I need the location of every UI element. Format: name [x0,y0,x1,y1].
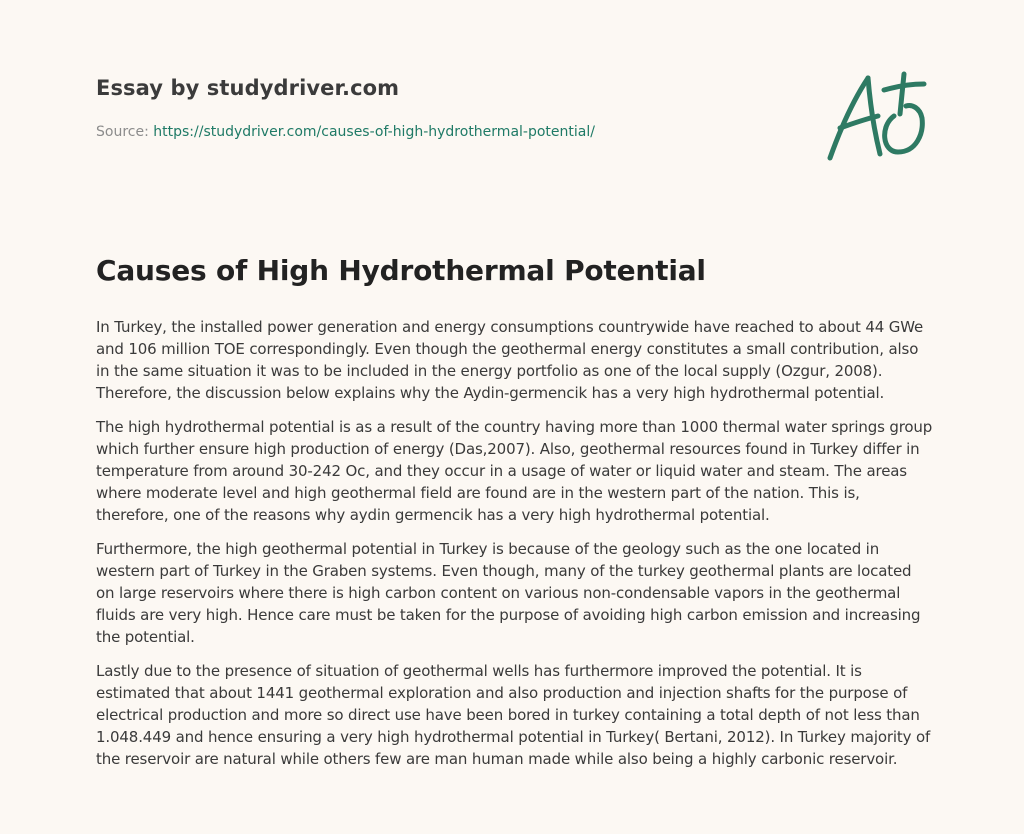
source-link[interactable]: https://studydriver.com/causes-of-high-hydrothermal-potential/ [153,124,595,140]
source-line [96,124,595,140]
article-body [96,316,934,782]
source-label: Source: [96,124,154,140]
site-brand: Essay by studydriver.com [96,76,400,100]
paragraph: Lastly due to the presence of situation of geothermal wells has furthermore improved the potential. It is estimated that about 1441 geothermal exploration and also production and injection shafts for the purpose of electrical production and more so direct use have been bored in turkey containing a total depth of not less than 1.048.449 and hence ensuring a very high hydrothermal potential in Turkey( Bertani, 2012). In Turkey majority of the reservoir are natural while others few are man human made while also being a highly carbonic reservoir. [96,662,931,768]
paragraph: The high hydrothermal potential is as a result of the country having more than 1000 thermal water springs group which further ensure high production of energy (Das,2007). Also, geothermal resources found in Turkey differ in temperature from around 30-242 Oc, and they occur in a usage of water or liquid water and steam. The areas where moderate level and high geothermal field are found are in the western part of the nation. This is, therefore, one of the reasons why aydin germencik has a very high hydrothermal potential. [96,418,933,524]
paragraph: Furthermore, the high geothermal potential in Turkey is because of the geology such as the one located in western part of Turkey in the Graben systems. Even though, many of the turkey geothermal plants are located on large reservoirs where there is high carbon content on various non-condensable vapors in the geothermal fluids are very high. Hence care must be taken for the purpose of avoiding high carbon emission and increasing the potential. [96,540,921,646]
a-plus-logo-icon [818,68,930,168]
paragraph: In Turkey, the installed power generation and energy consumptions countrywide have reached to about 44 GWe and 106 million TOE correspondingly. Even though the geothermal energy constitutes a small contribution, also in the same situation it was to be included in the energy portfolio as one of the local supply (Ozgur, 2008). Therefore, the discussion below explains why the Aydin-germencik has a very high hydrothermal potential. [96,318,924,402]
article-title: Causes of High Hydrothermal Potential [96,254,706,287]
